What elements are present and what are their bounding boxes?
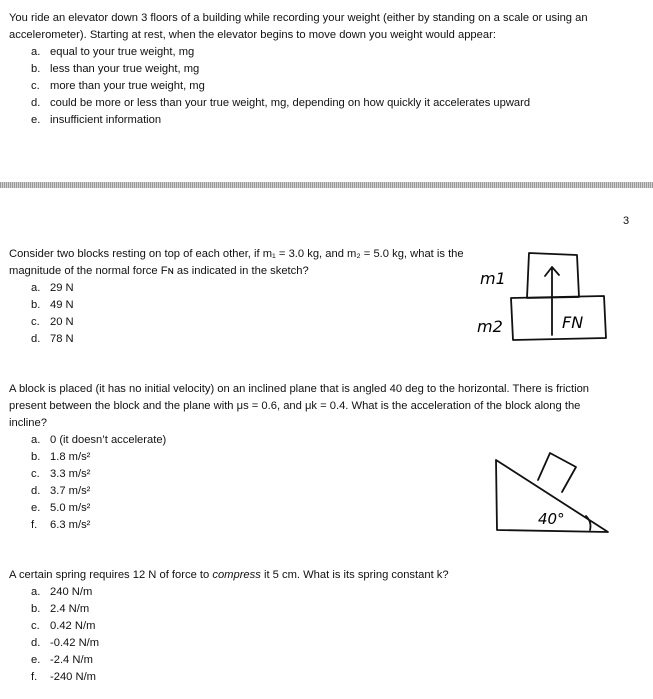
option-text: insufficient information — [50, 114, 162, 126]
page-number: 3 — [623, 215, 630, 227]
block-m2 — [511, 296, 606, 340]
stem-text-end: it 5 cm. What is its spring constant k? — [260, 569, 449, 581]
option-text: 0 (it doesn’t accelerate) — [50, 434, 167, 446]
option-c[interactable] — [9, 618, 609, 635]
option-letter: a. — [31, 586, 41, 598]
label-m1: m1 — [480, 269, 506, 288]
option-text: 3.7 m/s² — [50, 485, 91, 497]
option-a[interactable] — [9, 44, 639, 61]
stem-text-start: A certain spring requires 12 N of force to — [9, 569, 213, 581]
option-text: 29 N — [50, 282, 74, 294]
option-letter: b. — [31, 451, 41, 463]
question-stem — [9, 567, 609, 584]
option-text: 6.3 m/s² — [50, 519, 91, 531]
stacked-blocks-sketch — [470, 248, 620, 348]
option-text: 78 N — [50, 333, 74, 345]
question-2 — [9, 246, 477, 348]
block-m1 — [527, 253, 579, 298]
option-text: 20 N — [50, 316, 74, 328]
option-b[interactable] — [9, 601, 609, 618]
option-d[interactable] — [9, 635, 609, 652]
option-c[interactable] — [9, 314, 477, 331]
option-letter: a. — [31, 46, 41, 58]
option-d[interactable] — [9, 331, 477, 348]
option-a[interactable] — [9, 280, 477, 297]
option-text: 2.4 N/m — [50, 603, 90, 615]
option-letter: d. — [31, 637, 41, 649]
option-b[interactable] — [9, 61, 639, 78]
page-separator — [0, 182, 653, 188]
option-e[interactable] — [9, 112, 639, 129]
question-stem: A block is placed (it has no initial velocity) on an inclined plane that is angled 40 deg to the horizontal. There is friction present between the block and the plane with μs = 0.6, and μk = 0.4. What is the acceleration of the block along the incline? — [9, 383, 590, 429]
option-text: 240 N/m — [50, 586, 93, 598]
option-text: more than your true weight, mg — [50, 80, 205, 92]
option-letter: f. — [31, 671, 38, 683]
option-d[interactable] — [9, 95, 639, 112]
option-letter: b. — [31, 63, 41, 75]
question-4 — [9, 567, 609, 686]
block-on-incline — [538, 453, 576, 492]
option-letter: e. — [31, 654, 41, 666]
option-letter: b. — [31, 299, 41, 311]
option-letter: c. — [31, 80, 40, 92]
question-stem: Consider two blocks resting on top of each other, if m₁ = 3.0 kg, and m₂ = 5.0 kg, what is the magnitude of the normal force Fɴ as indicated in the sketch? — [9, 248, 464, 277]
option-text: -240 N/m — [50, 671, 97, 683]
option-letter: c. — [31, 316, 40, 328]
option-text: could be more or less than your true weight, mg, depending on how quickly it accelerates upward — [50, 97, 531, 109]
option-text: -0.42 N/m — [50, 637, 100, 649]
option-letter: e. — [31, 502, 41, 514]
option-list — [9, 280, 477, 348]
option-letter: a. — [31, 434, 41, 446]
option-list — [9, 584, 609, 686]
option-list — [9, 44, 639, 129]
option-text: 0.42 N/m — [50, 620, 96, 632]
option-c[interactable] — [9, 78, 639, 95]
option-a[interactable] — [9, 432, 609, 449]
option-text: 49 N — [50, 299, 74, 311]
option-letter: a. — [31, 282, 41, 294]
stem-emphasis: compress — [212, 569, 261, 581]
option-f[interactable] — [9, 669, 609, 686]
option-letter: c. — [31, 468, 40, 480]
option-text: less than your true weight, mg — [50, 63, 200, 75]
question-stem: You ride an elevator down 3 floors of a building while recording your weight (either by standing on a scale or using an accelerometer). Starting at rest, when the elevator begins to move down you weight would appear: — [9, 12, 588, 41]
option-letter: c. — [31, 620, 40, 632]
option-letter: f. — [31, 519, 38, 531]
question-1 — [9, 10, 639, 129]
inclined-plane-sketch — [488, 450, 613, 540]
label-normal-force: FN — [562, 313, 584, 332]
option-letter: b. — [31, 603, 41, 615]
option-e[interactable] — [9, 652, 609, 669]
option-letter: d. — [31, 485, 41, 497]
option-text: -2.4 N/m — [50, 654, 93, 666]
option-letter: d. — [31, 333, 41, 345]
label-m2: m2 — [477, 317, 503, 336]
option-text: equal to your true weight, mg — [50, 46, 195, 58]
option-text: 1.8 m/s² — [50, 451, 91, 463]
option-text: 3.3 m/s² — [50, 468, 91, 480]
option-b[interactable] — [9, 297, 477, 314]
option-a[interactable] — [9, 584, 609, 601]
angle-label: 40° — [538, 510, 565, 528]
normal-force-arrow — [545, 267, 559, 335]
option-letter: e. — [31, 114, 41, 126]
option-text: 5.0 m/s² — [50, 502, 91, 514]
option-letter: d. — [31, 97, 41, 109]
